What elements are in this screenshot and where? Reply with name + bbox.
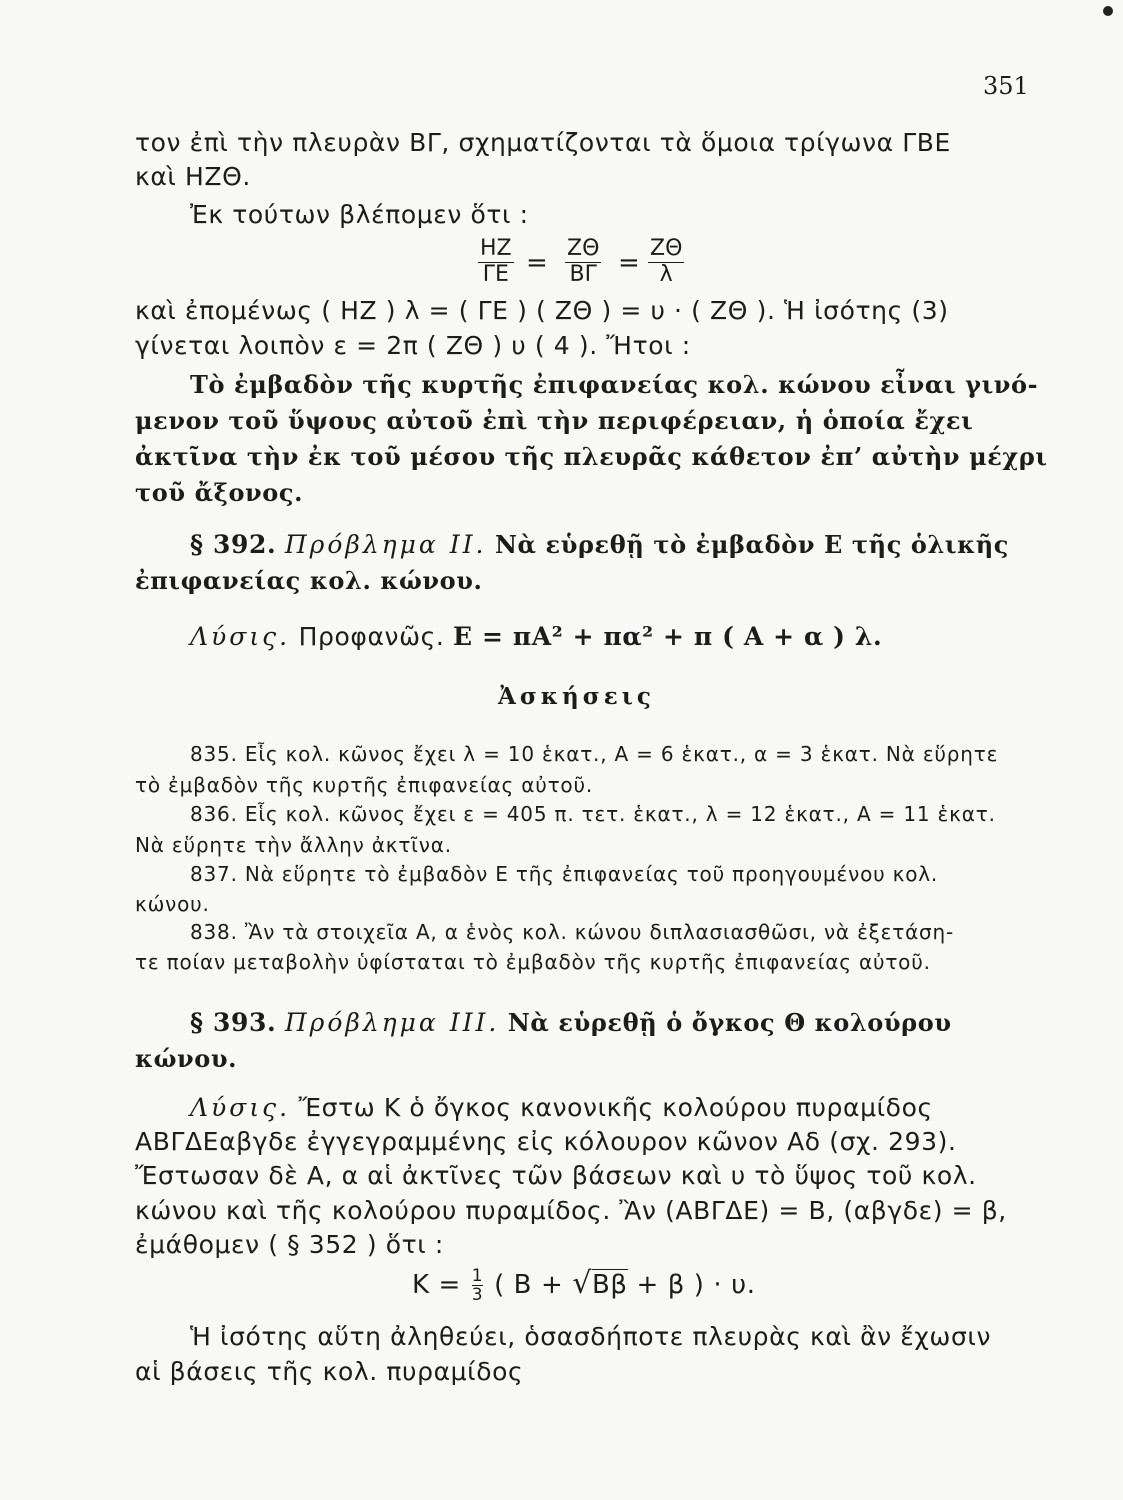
exercise-835-cont: τὸ ἐμβαδὸν τῆς κυρτῆς ἐπιφανείας αὐτοῦ. — [135, 773, 593, 797]
text-line: Ἡ ἰσότης αὕτη ἀληθεύει, ὁσασδήποτε πλευρὰς καὶ ἂν ἔχωσιν — [190, 1322, 992, 1351]
formula-paren: ( Β + — [494, 1270, 564, 1300]
fraction-numerator: ΖΘ — [567, 236, 600, 261]
theorem-line: Τὸ ἐμβαδὸν τῆς κυρτῆς ἐπιφανείας κολ. κώνου εἶναι γινό- — [190, 370, 1039, 399]
fraction-zth-bg — [565, 236, 601, 287]
fraction-denominator: ΓΕ — [482, 262, 509, 287]
problem-statement-cont: κώνου. — [135, 1044, 238, 1073]
exercise-836: 836. Εἷς κολ. κῶνος ἔχει ε = 405 π. τετ. ἑκατ., λ = 12 ἑκατ., Α = 11 ἑκατ. — [190, 802, 996, 826]
solution-label: Λύσις. — [190, 1093, 291, 1122]
solution-text: Προφανῶς. — [298, 622, 445, 651]
text-line: γίνεται λοιπὸν ε = 2π ( ΖΘ ) υ ( 4 ). Ἤτοι : — [135, 331, 691, 360]
solution-label: Λύσις. — [190, 622, 291, 651]
equals-sign: = — [618, 248, 640, 278]
fraction-denominator: 3 — [471, 1285, 484, 1305]
exercise-838-cont: τε ποίαν μεταβολὴν ὑφίσταται τὸ ἐμβαδὸν τῆς κυρτῆς ἐπιφανείας αὐτοῦ. — [135, 950, 931, 974]
text-line: αἱ βάσεις τῆς κολ. πυραμίδος — [135, 1357, 524, 1386]
exercise-837-cont: κώνου. — [135, 892, 210, 916]
page-number: 351 — [983, 72, 1029, 100]
problem-statement-cont: ἐπιφανείας κολ. κώνου. — [135, 566, 483, 595]
problem-statement: Νὰ εὑρεθῇ τὸ ἐμβαδὸν Ε τῆς ὁλικῆς — [494, 530, 1009, 559]
exercise-835: 835. Εἷς κολ. κῶνος ἔχει λ = 10 ἑκατ., Α = 6 ἑκατ., α = 3 ἑκατ. Νὰ εὕρητε — [190, 742, 999, 766]
fraction-numerator: 1 — [471, 1266, 484, 1286]
fraction-hz-ge — [478, 236, 514, 287]
sqrt-radicand: Ββ — [591, 1270, 628, 1300]
exercise-837: 837. Νὰ εὕρητε τὸ ἐμβαδὸν Ε τῆς ἐπιφανείας τοῦ προηγουμένου κολ. — [190, 862, 939, 886]
section-number: § 393. — [190, 1008, 277, 1037]
fraction-denominator: ΒΓ — [569, 262, 597, 287]
fraction-numerator: ΗΖ — [480, 236, 512, 261]
text-line: Ἔστωσαν δὲ Α, α αἱ ἀκτῖνες τῶν βάσεων καὶ υ τὸ ὕψος τοῦ κολ. — [135, 1161, 977, 1190]
text-line: ΑΒΓΔΕαβγδε ἐγγεγραμμένης εἰς κόλουρον κῶνον Αδ (σχ. 293). — [135, 1127, 957, 1156]
problem-label: Πρόβλημα ΙΙΙ. — [284, 1008, 500, 1037]
formula-left: Κ = — [412, 1270, 461, 1300]
fraction-numerator: ΖΘ — [650, 236, 683, 261]
corner-mark — [1103, 6, 1113, 16]
section-number: § 392. — [190, 530, 277, 559]
theorem-line: ἀκτῖνα τὴν ἐκ τοῦ μέσου τῆς πλευρᾶς κάθετον ἐπ’ αὐτὴν μέχρι — [135, 442, 1048, 471]
problem-label: Πρόβλημα ΙΙ. — [284, 530, 487, 559]
fraction-zth-lambda — [648, 236, 684, 287]
text-line: καὶ ΗΖΘ. — [135, 162, 251, 191]
exercises-heading: Ἀσκήσεις — [498, 683, 655, 710]
solution-392 — [190, 622, 882, 651]
section-393-heading — [190, 1008, 952, 1037]
text-line: κώνου καὶ τῆς κολούρου πυραμίδος. Ἂν (ΑΒΓΔΕ) = Β, (αβγδε) = β, — [135, 1196, 1007, 1225]
formula-right: + β ) · υ. — [636, 1270, 756, 1300]
fraction-denominator: λ — [659, 262, 673, 287]
theorem-line: τοῦ ἄξονος. — [135, 478, 304, 507]
sqrt-sign: √ — [572, 1266, 592, 1301]
theorem-line: μενον τοῦ ὕψους αὐτοῦ ἐπὶ τὴν περιφέρειαν, ἡ ὁποία ἔχει — [135, 406, 974, 435]
solution-393 — [190, 1093, 933, 1122]
text-line: Ἐκ τούτων βλέπομεν ὅτι : — [190, 200, 529, 229]
section-392-heading — [190, 530, 1009, 559]
solution-text: Ἔστω Κ ὁ ὄγκος κανονικῆς κολούρου πυραμίδος — [298, 1093, 933, 1122]
text-line: τον ἐπὶ τὴν πλευρὰν ΒΓ, σχηματίζονται τὰ ὅμοια τρίγωνα ΓΒΕ — [135, 128, 951, 157]
problem-statement: Νὰ εὑρεθῇ ὁ ὄγκος Θ κολούρου — [507, 1008, 952, 1037]
solution-formula: Ε = πΑ² + πα² + π ( Α + α ) λ. — [453, 622, 883, 651]
text-line: καὶ ἐπομένως ( ΗΖ ) λ = ( ΓΕ ) ( ΖΘ ) = υ · ( ΖΘ ). Ἡ ἰσότης (3) — [135, 296, 949, 325]
exercise-838: 838. Ἂν τὰ στοιχεῖα Α, α ἑνὸς κολ. κώνου διπλασιασθῶσι, νὰ ἐξετάση- — [190, 920, 955, 944]
text-line: ἐμάθομεν ( § 352 ) ὅτι : — [135, 1230, 444, 1259]
exercise-836-cont: Νὰ εὕρητε τὴν ἄλλην ἀκτῖνα. — [135, 833, 452, 857]
equals-sign: = — [526, 248, 548, 278]
volume-formula — [412, 1266, 756, 1304]
